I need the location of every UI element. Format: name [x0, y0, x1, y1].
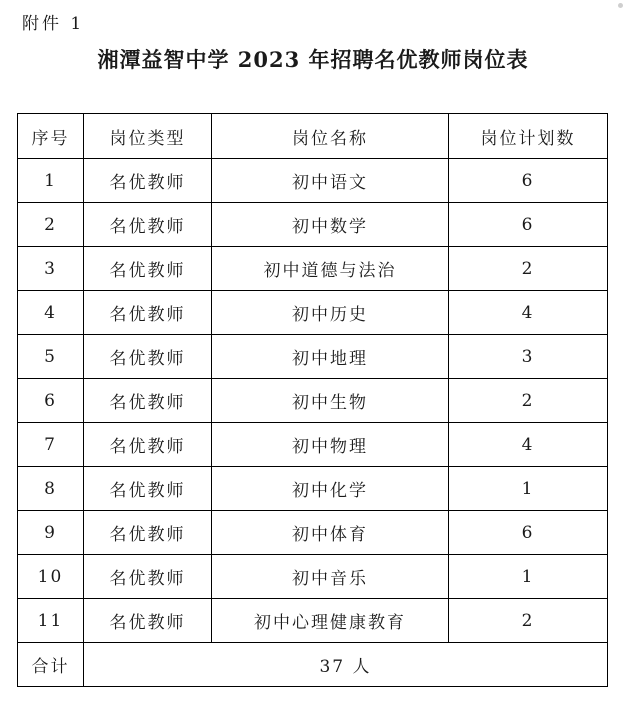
- total-row: [18, 643, 608, 687]
- cell-count: 6: [449, 203, 608, 247]
- cell-name: 初中道德与法治: [212, 247, 449, 291]
- table-header-row: [18, 114, 608, 159]
- table-row: [18, 379, 608, 423]
- table-row: [18, 555, 608, 599]
- table-body: [18, 159, 608, 687]
- table-row: [18, 423, 608, 467]
- total-value: 37 人: [84, 643, 608, 687]
- cell-type: 名优教师: [84, 335, 212, 379]
- header-count: 岗位计划数: [449, 114, 608, 159]
- cell-type: 名优教师: [84, 467, 212, 511]
- cell-no: 9: [18, 511, 84, 555]
- table-row: [18, 247, 608, 291]
- cell-name: 初中语文: [212, 159, 449, 203]
- cell-type: 名优教师: [84, 511, 212, 555]
- cell-type: 名优教师: [84, 423, 212, 467]
- cell-type: 名优教师: [84, 247, 212, 291]
- cell-type: 名优教师: [84, 291, 212, 335]
- cell-count: 2: [449, 599, 608, 643]
- cell-name: 初中地理: [212, 335, 449, 379]
- table-row: [18, 291, 608, 335]
- cell-no: 3: [18, 247, 84, 291]
- cell-count: 2: [449, 247, 608, 291]
- cell-no: 7: [18, 423, 84, 467]
- cell-name: 初中物理: [212, 423, 449, 467]
- cell-type: 名优教师: [84, 599, 212, 643]
- cell-count: 4: [449, 423, 608, 467]
- cell-type: 名优教师: [84, 159, 212, 203]
- cell-name: 初中数学: [212, 203, 449, 247]
- cell-no: 11: [18, 599, 84, 643]
- attachment-label: 附件 1: [22, 14, 85, 34]
- corner-dot: [618, 3, 623, 8]
- table-row: [18, 203, 608, 247]
- cell-name: 初中体育: [212, 511, 449, 555]
- table-row: [18, 599, 608, 643]
- table-row: [18, 511, 608, 555]
- cell-type: 名优教师: [84, 203, 212, 247]
- cell-name: 初中化学: [212, 467, 449, 511]
- cell-type: 名优教师: [84, 555, 212, 599]
- cell-no: 6: [18, 379, 84, 423]
- table-row: [18, 467, 608, 511]
- cell-count: 6: [449, 511, 608, 555]
- cell-no: 8: [18, 467, 84, 511]
- cell-count: 2: [449, 379, 608, 423]
- total-label: 合计: [18, 643, 84, 687]
- table-row: [18, 335, 608, 379]
- cell-type: 名优教师: [84, 379, 212, 423]
- cell-no: 1: [18, 159, 84, 203]
- page-title: 湘潭益智中学 2023 年招聘名优教师岗位表: [97, 47, 529, 72]
- cell-count: 1: [449, 555, 608, 599]
- positions-table: [17, 113, 608, 687]
- table-row: [18, 159, 608, 203]
- header-name: 岗位名称: [212, 114, 449, 159]
- header-no: 序号: [18, 114, 84, 159]
- cell-count: 4: [449, 291, 608, 335]
- cell-no: 5: [18, 335, 84, 379]
- header-type: 岗位类型: [84, 114, 212, 159]
- cell-no: 2: [18, 203, 84, 247]
- cell-name: 初中历史: [212, 291, 449, 335]
- cell-no: 10: [18, 555, 84, 599]
- cell-name: 初中音乐: [212, 555, 449, 599]
- cell-count: 6: [449, 159, 608, 203]
- cell-count: 1: [449, 467, 608, 511]
- cell-count: 3: [449, 335, 608, 379]
- cell-no: 4: [18, 291, 84, 335]
- cell-name: 初中心理健康教育: [212, 599, 449, 643]
- cell-name: 初中生物: [212, 379, 449, 423]
